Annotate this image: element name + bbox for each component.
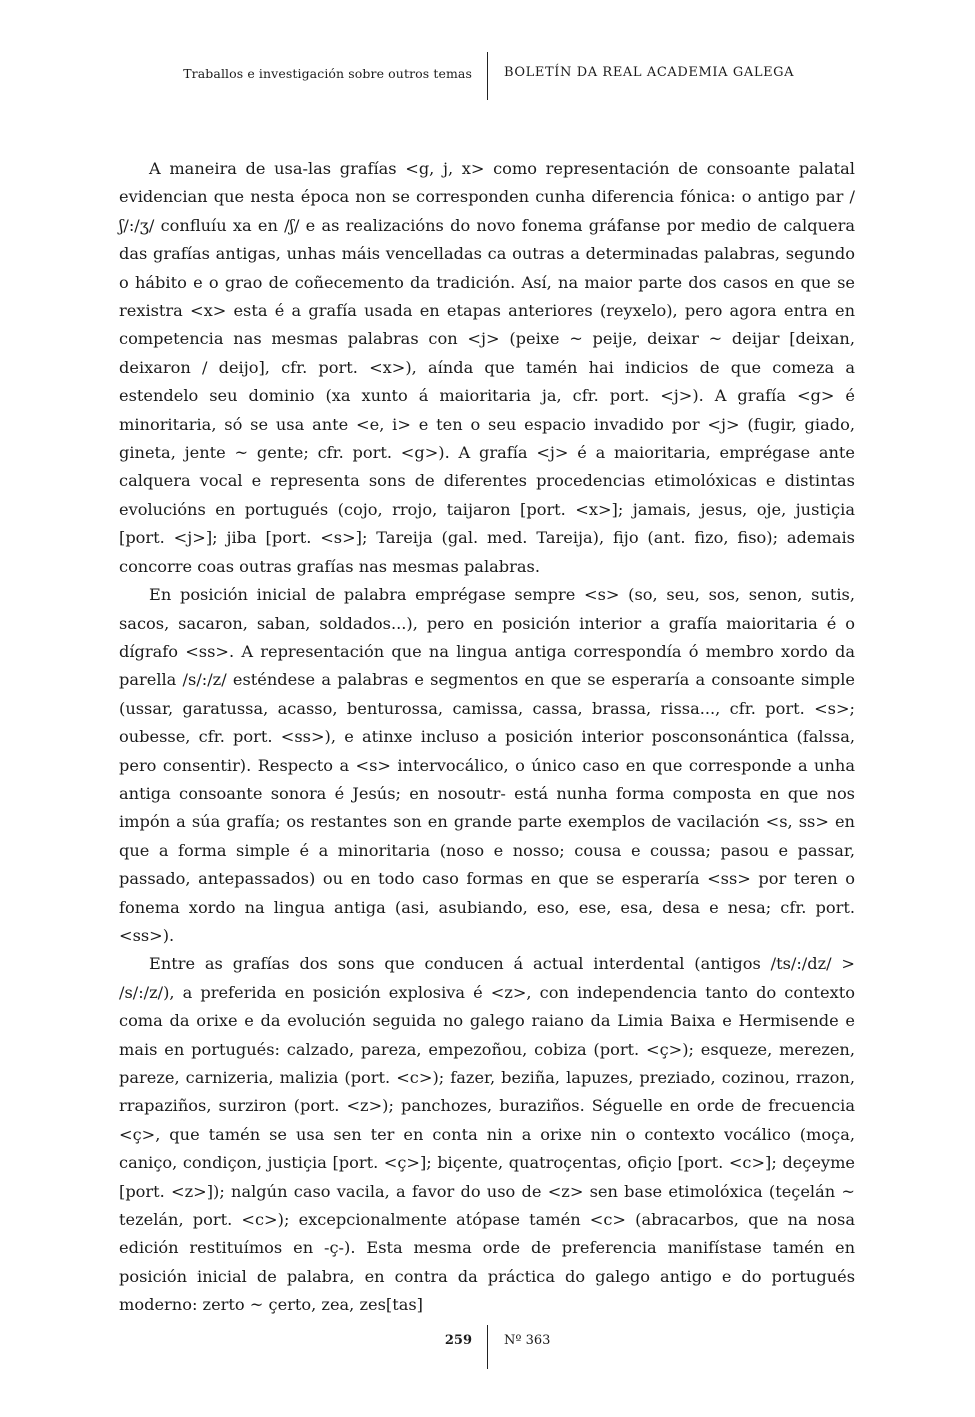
text-line: cionalmente atópase tamén <c> (abracarbos, que na nosa edición restituímos en -ç-). (119, 1210, 855, 1258)
paragraph-2 (119, 581, 855, 950)
text-line: Entre as grafías dos sons que conducen á actual interdental (antigos /ts/:/dz/ > /s/:/z/), (119, 954, 855, 1002)
text-line: ron (port. <z>); panchozes, buraziños. Séguelle en orde de frecuencia <ç>, que tamén se (119, 1096, 855, 1144)
text-line: dencian que nesta época non se corresponden cunha diferencia fónica: o antigo par (142, 187, 850, 207)
page-number: 259 (444, 1333, 472, 1348)
text-line: ta sons de diferentes procedencias etimolóxicas e distintas evolucións en portugués (119, 471, 855, 519)
text-line: pecto a <s> intervocálico, o único caso en que corresponde a unha antiga consoante (119, 755, 855, 803)
text-line: restantes son en grande parte exemplos de vacilación <s, ss> en que a forma simple é a (119, 812, 855, 860)
text-line: minoritaria (noso e nosso; cousa e coussa; pasou e passar, passado, antepassados) ou en todo (119, 840, 855, 889)
text-line: sacaron, saban, soldados...), pero en posición interior a grafía maioritaria é o dígrafo <ss>. (119, 613, 855, 661)
text-line: /ʃ/:/ʒ/ confluíu xa en /ʃ/ e as realizacións do novo fonema gráfanse por medio de cal (119, 187, 855, 235)
text-line: Esta mesma orde de preferencia manifístase tamén en posición inicial de palabra, en (119, 1238, 855, 1286)
text-line: biando, eso, ese, esa, desa e nesa; cfr. port. <ss>). (119, 897, 855, 945)
paragraph-3 (119, 950, 855, 1319)
issue-number: Nº 363 (504, 1333, 551, 1348)
page-footer (0, 1325, 975, 1369)
text-line: lo seu dominio (xa xunto á maioritaria ja, cfr. port. <j>). A grafía <g> é minoritaria, só (119, 386, 855, 434)
footer-divider (487, 1325, 488, 1369)
text-line: cfr. port. <g>). A grafía <j> é a maioritaria, emprégase ante calquera vocal e represen (119, 443, 856, 491)
text-line: esténdese a palabras e segmentos en que se esperaría a consoante simple (ussar, garatu (119, 670, 856, 718)
text-line: orixe e da evolución seguida no galego raiano da Limia Baixa e Hermisende e mais en (119, 1011, 855, 1059)
text-line: vacila, a favor do uso de <z> sen base etimolóxica (teçelán ~ tezelán, port. <c>); excep (119, 1181, 855, 1230)
text-line: sonora é Jesús; en nosoutr- está nunha forma composta en que nos impón a súa grafía; os (119, 783, 855, 832)
text-line: zeria, malizia (port. <c>); fazer, beziña, lapuzes, preziado, cozinou, rrazon, rrapaziños, surzi (119, 1068, 855, 1116)
text-line: portugués: calzado, pareza, empezoñou, cobiza (port. <ç>); esqueze, merezen, pareze, carni (119, 1039, 855, 1087)
text-line: entra en competencia nas mesmas palabras con <j> (peixe ~ peije, deixar ~ deijar [deixan, (119, 301, 855, 349)
text-line: [port. <ç>]; biçente, quatroçentas, ofiçio [port. <c>]; deçeyme [port. <z>]); nalgún caso (119, 1153, 855, 1201)
article-body (119, 155, 855, 1320)
text-line: A maneira de usa-las grafías <g, j, x> como representación de consoante palatal evi (119, 159, 855, 207)
text-line: a preferida en posición explosiva é <z>, con independencia tanto do contexto coma da (119, 982, 855, 1031)
text-line: en que se rexistra <x> esta é a grafía usada en etapas anteriores (reyxelo), pero agora (119, 272, 855, 321)
journal-title: BOLETÍN DA REAL ACADEMIA GALEGA (504, 65, 795, 80)
text-line: En posición inicial de palabra emprégase sempre <s> (so, seu, sos, senon, sutis, sacos, (119, 585, 855, 633)
running-header (0, 52, 975, 100)
text-line: contra da práctica do galego antigo e do portugués moderno: zerto ~ çerto, zea, zes[tas] (119, 1266, 856, 1315)
text-line: A representación que na lingua antiga correspondía ó membro xordo da parella /s/:/z/ (119, 641, 855, 690)
text-line: usa sen ter en conta nin a orixe nin o contexto vocálico (moça, caniço, condiçon, justiçia (119, 1124, 856, 1173)
text-line: quera das grafías antigas, unhas máis vencelladas ca outras a determinadas palabras, (119, 215, 855, 264)
text-line: se usa ante <e, i> e ten o seu espacio invadido por <j> (fugir, giado, gineta, jente ~ gente; (119, 414, 855, 463)
section-title: Traballos e investigación sobre outros temas (183, 66, 472, 81)
text-line: <ss>), e atinxe incluso a posición interior posconsonántica (falssa, pero consentir). Res (119, 727, 856, 775)
text-line: mesmas palabras. (392, 556, 540, 576)
text-line: Tareija (gal. med. Tareija), fijo (ant. fizo, fiso); ademais concorre coas outras grafías nas (119, 528, 855, 576)
text-line: deixaron / deijo], cfr. port. <x>), aínda que tamén hai indicios de que comeza a estende (119, 357, 855, 406)
paragraph-1 (119, 155, 855, 581)
text-line: ssa, acasso, benturossa, camissa, cassa, brassa, rissa..., cfr. port. <s>; oubesse, cfr. port. (119, 698, 855, 747)
text-line: caso formas en que se esperaría <ss> por teren o fonema xordo na lingua antiga (asi, asu (119, 869, 855, 917)
text-line: segundo o hábito e o grao de coñecemento da tradición. Así, na maior parte dos casos (119, 244, 855, 292)
text-line: (cojo, rrojo, taijaron [port. <x>]; jamais, jesus, oje, justiçia [port. <j>]; jiba [port. <s>]; (119, 499, 855, 548)
header-divider (487, 52, 488, 100)
